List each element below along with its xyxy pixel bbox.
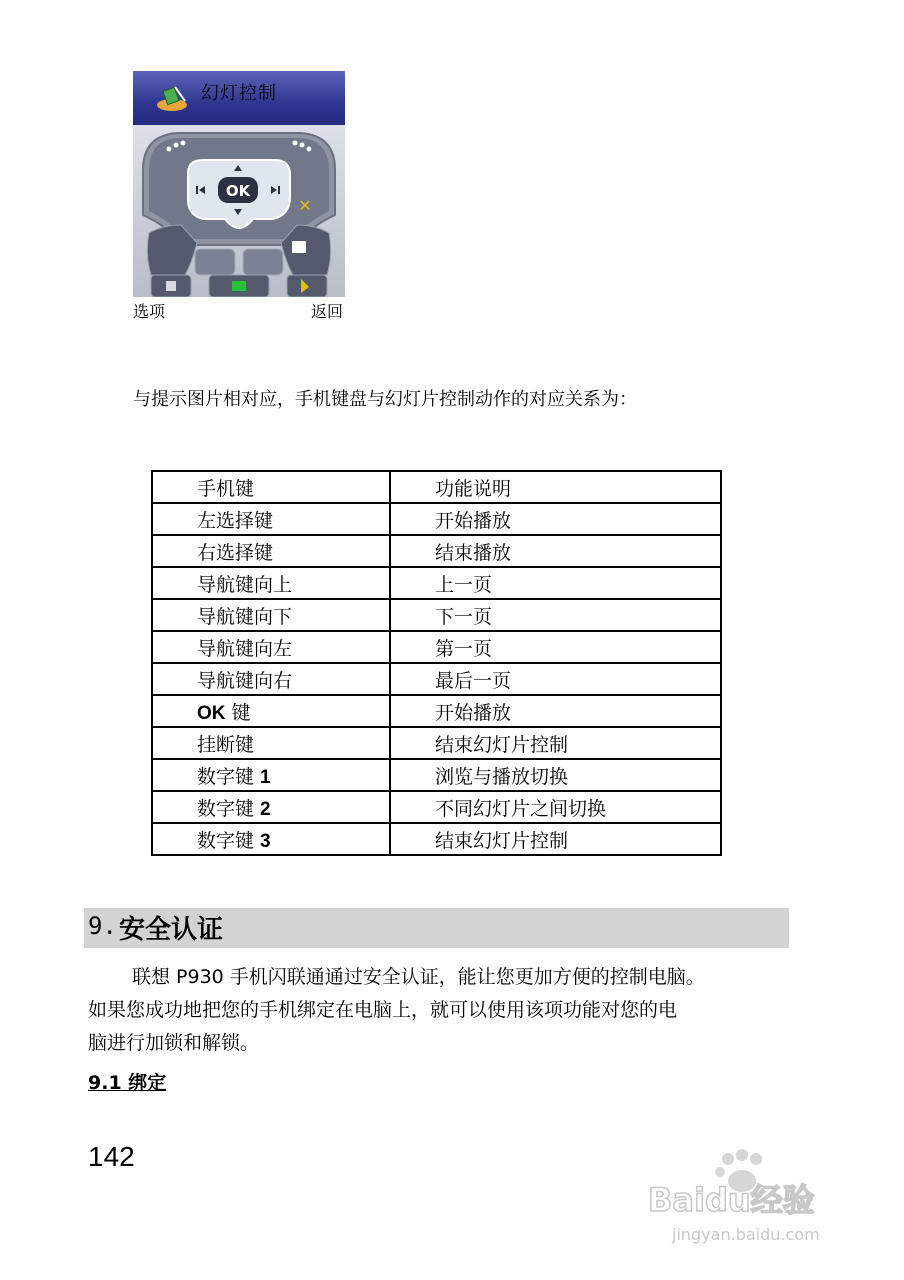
- function-cell: 结束幻灯片控制: [390, 727, 721, 759]
- key-cell: OK 键: [152, 695, 390, 727]
- function-cell: 下一页: [390, 599, 721, 631]
- table-row: [152, 503, 721, 535]
- function-cell: 上一页: [390, 567, 721, 599]
- phone-titlebar: [133, 71, 345, 125]
- key-cell: 挂断键: [152, 727, 390, 759]
- table-header-cell: 手机键: [152, 471, 390, 503]
- table-row: [152, 663, 721, 695]
- function-cell: 不同幻灯片之间切换: [390, 791, 721, 823]
- svg-text:✕: ✕: [298, 196, 312, 215]
- baidu-jingyan-watermark: [648, 1145, 858, 1255]
- table-header-row: [152, 471, 721, 503]
- paragraph-line: 联想 P930 手机闪联通通过安全认证，能让您更加方便的控制电脑。: [132, 966, 705, 988]
- phone-screenshot: [133, 71, 345, 297]
- table-row: [152, 727, 721, 759]
- watermark-url: jingyan.baidu.com: [672, 1225, 820, 1244]
- keypad-illustration: [133, 125, 345, 297]
- function-cell: 第一页: [390, 631, 721, 663]
- intro-text: 与提示图片相对应，手机键盘与幻灯片控制动作的对应关系为：: [133, 389, 637, 410]
- table-row: [152, 567, 721, 599]
- section-number: 9.: [88, 912, 117, 940]
- table-row: [152, 599, 721, 631]
- function-cell: 结束播放: [390, 535, 721, 567]
- table-row: [152, 823, 721, 855]
- key-cell: 右选择键: [152, 535, 390, 567]
- function-cell: 结束幻灯片控制: [390, 823, 721, 855]
- key-cell: 数字键 1: [152, 759, 390, 791]
- ok-key-label: OK: [225, 182, 251, 200]
- table-row: [152, 631, 721, 663]
- key-function-table: [151, 470, 722, 856]
- function-cell: 最后一页: [390, 663, 721, 695]
- table-header-cell: 功能说明: [390, 471, 721, 503]
- key-cell: 导航键向下: [152, 599, 390, 631]
- key-cell: 导航键向左: [152, 631, 390, 663]
- slideshow-app-icon: [155, 83, 189, 113]
- softkey-left-label: 选项: [133, 302, 166, 321]
- key-cell: 左选择键: [152, 503, 390, 535]
- softkey-right-label: 返回: [310, 302, 343, 321]
- subsection-heading: 9.1 绑定: [88, 1072, 167, 1094]
- table-row: [152, 695, 721, 727]
- function-cell: 浏览与播放切换: [390, 759, 721, 791]
- key-cell: 导航键向上: [152, 567, 390, 599]
- page-number: 142: [88, 1141, 135, 1172]
- key-cell: 数字键 3: [152, 823, 390, 855]
- section-title: 安全认证: [119, 915, 224, 945]
- table-row: [152, 759, 721, 791]
- section-paragraph: [88, 961, 788, 1060]
- phone-title: 幻灯控制: [201, 83, 277, 104]
- key-cell: 导航键向右: [152, 663, 390, 695]
- watermark-brand: Baidu经验: [648, 1181, 815, 1219]
- paragraph-line: 如果您成功地把您的手机绑定在电脑上，就可以使用该项功能对您的电: [88, 999, 678, 1021]
- phone-keypad-image: [133, 125, 345, 297]
- table-row: [152, 791, 721, 823]
- paragraph-line: 脑进行加锁和解锁。: [88, 1032, 260, 1054]
- table-row: [152, 535, 721, 567]
- function-cell: 开始播放: [390, 695, 721, 727]
- function-cell: 开始播放: [390, 503, 721, 535]
- phone-softkeys: [133, 299, 345, 323]
- key-cell: 数字键 2: [152, 791, 390, 823]
